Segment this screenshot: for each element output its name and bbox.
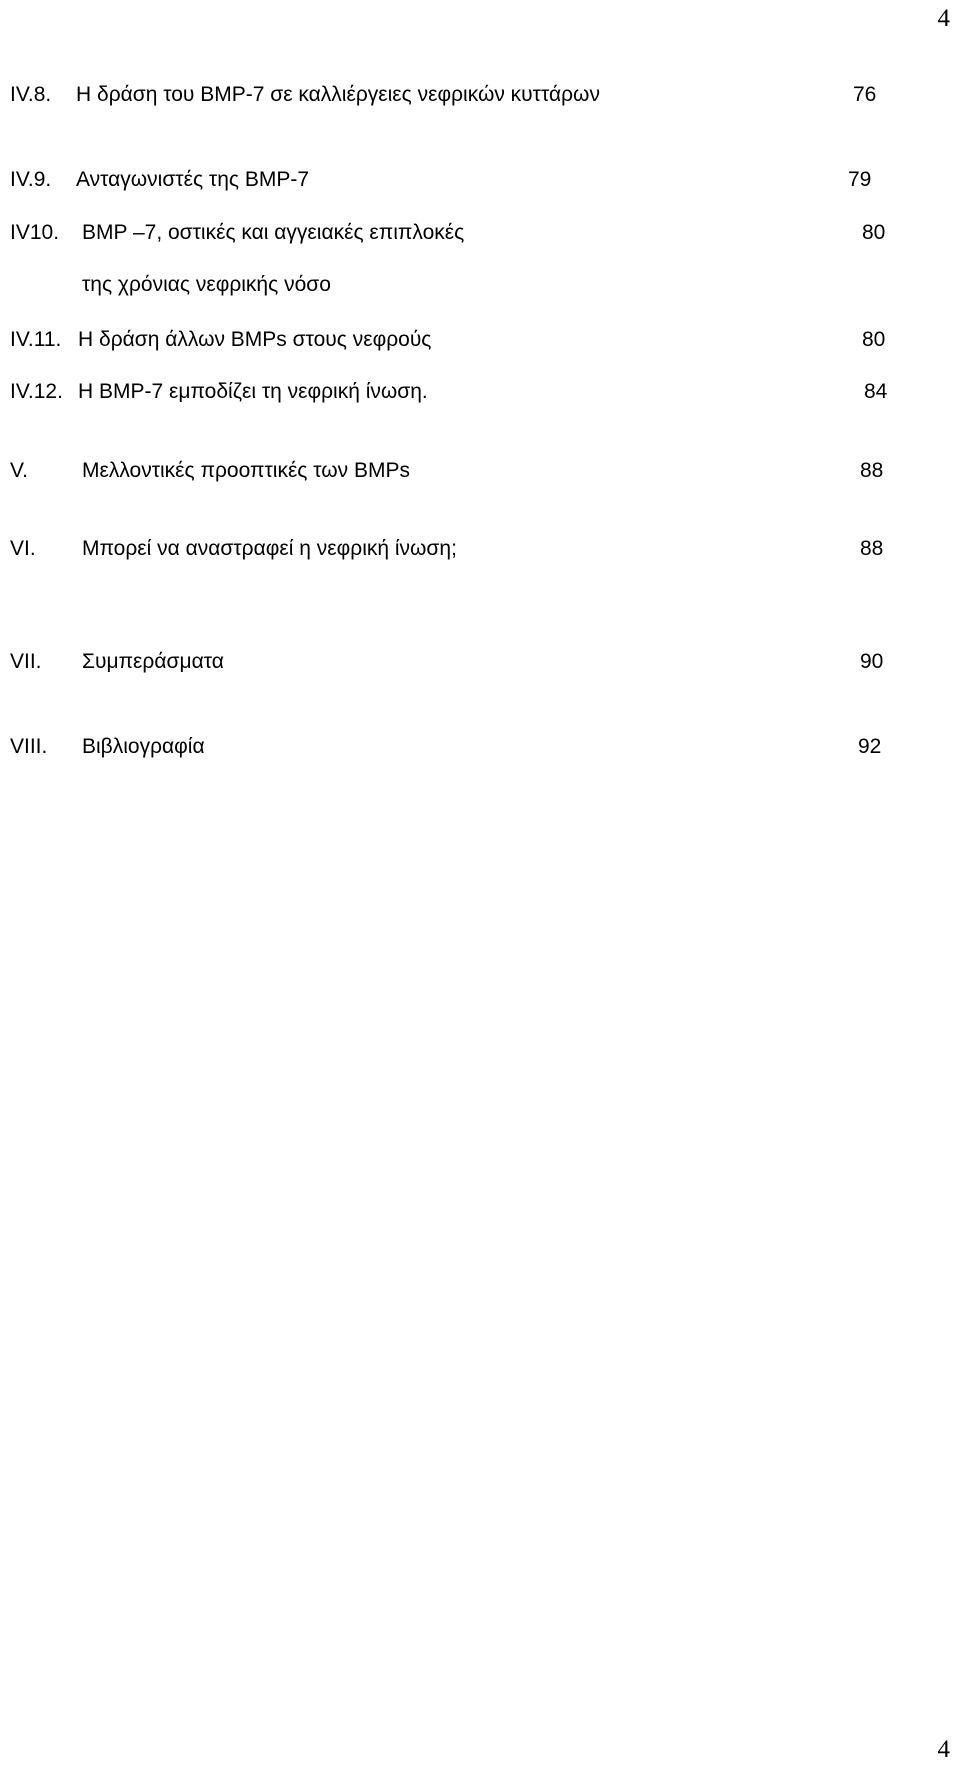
toc-entry-number: IV.12.	[10, 380, 63, 403]
page-number-top: 4	[937, 5, 950, 32]
toc-entry-title: Μελλοντικές προοπτικές των BMPs	[82, 459, 410, 482]
toc-entry-title: Ανταγωνιστές της BMP-7	[76, 168, 310, 191]
toc-entry-page: 84	[864, 380, 888, 403]
toc-entry-number: V.	[10, 459, 28, 482]
toc-entry-page: 76	[853, 83, 877, 106]
toc-entry-title: Μπορεί να αναστραφεί η νεφρική ίνωση;	[82, 537, 457, 560]
toc-entry-number: VII.	[10, 650, 42, 673]
toc-entry-page: 80	[862, 221, 886, 244]
toc-entry-page: 88	[860, 459, 884, 482]
toc-entry-title: Η δράση άλλων BMPs στους νεφρούς	[78, 328, 432, 351]
toc-entry-number: IV10.	[10, 221, 60, 244]
toc-entry-title: Συμπεράσματα	[82, 650, 224, 673]
toc-entry-page: 80	[862, 328, 886, 351]
page-number-bottom: 4	[937, 1736, 950, 1763]
toc-entry-number: VIII.	[10, 735, 48, 758]
toc-entry-title: BMP –7, οστικές και αγγειακές επιπλοκές	[82, 221, 465, 244]
toc-entry-page: 88	[860, 537, 884, 560]
toc-entry-title: της χρόνιας νεφρικής νόσο	[82, 273, 331, 296]
toc-entry-number: VI.	[10, 537, 36, 560]
toc-entry-title: Η BMP-7 εμποδίζει τη νεφρική ίνωση.	[78, 380, 428, 403]
toc-entry-title: Η δράση του BMP-7 σε καλλιέργειες νεφρικών κυττάρων	[76, 83, 600, 106]
toc-entry-page: 90	[860, 650, 884, 673]
toc-entry-number: IV.11.	[10, 328, 62, 351]
toc-entry-number: IV.9.	[10, 168, 52, 191]
toc-entry-number: IV.8.	[10, 83, 52, 106]
toc-entry-page: 92	[858, 735, 882, 758]
toc-entry-page: 79	[848, 168, 872, 191]
toc-entry-title: Βιβλιογραφία	[82, 735, 205, 758]
